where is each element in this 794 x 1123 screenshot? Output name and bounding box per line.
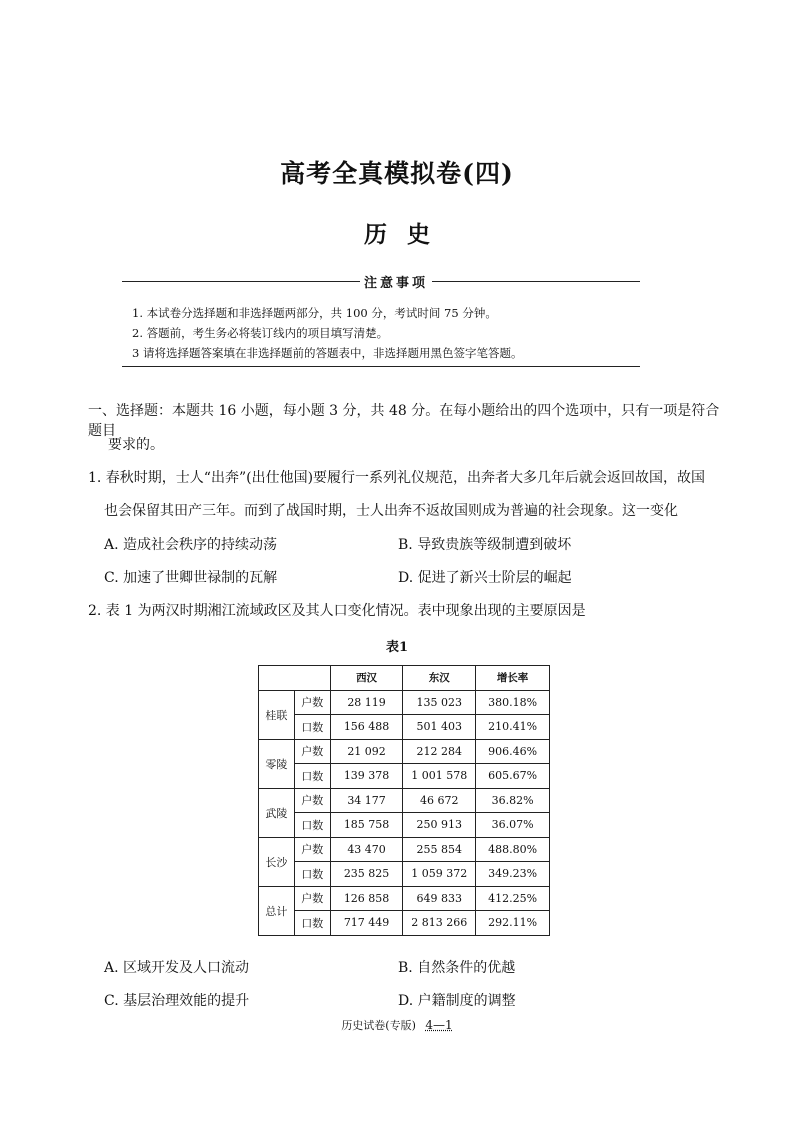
notice-item: 2. 答题前，考生务必将装订线内的项目填写清楚。 [132,326,389,340]
q1-stem-line1: 1. 春秋时期，士人“出奔”(出仕他国)要履行一系列礼仪规范，出奔者大多几年后就会返回故国，故国 [88,470,706,486]
table-caption: 表1 [385,640,409,655]
region-cell: 总计 [259,886,295,935]
type-cell: 户数 [294,886,330,911]
page-footer [0,1017,794,1033]
type-cell: 户数 [294,837,330,862]
rate-cell: 210.41% [476,715,550,740]
exam-title: 高考全真模拟卷(四) [280,159,514,188]
xihan-cell: 139 378 [330,764,403,789]
type-cell: 口数 [294,764,330,789]
rate-cell: 906.46% [476,739,550,764]
population-table [258,665,550,936]
table-row [259,715,550,740]
donghan-cell: 1 001 578 [403,764,476,789]
type-cell: 口数 [294,862,330,887]
footer-label: 历史试卷(专版) [341,1019,416,1032]
xihan-cell: 235 825 [330,862,403,887]
notice-item: 3 请将选择题答案填在非选择题前的答题表中，非选择题用黑色签字笔答题。 [132,346,523,360]
region-cell: 长沙 [259,837,295,886]
donghan-cell: 212 284 [403,739,476,764]
table-row [259,886,550,911]
notice-heading: 注意事项 [360,272,432,291]
xihan-cell: 717 449 [330,911,403,936]
rate-cell: 349.23% [476,862,550,887]
xihan-cell: 21 092 [330,739,403,764]
q2-option-b: B. 自然条件的优越 [398,960,516,976]
q1-option-c: C. 加速了世卿世禄制的瓦解 [104,570,278,586]
rate-cell: 380.18% [476,690,550,715]
xihan-cell: 156 488 [330,715,403,740]
rate-cell: 36.07% [476,813,550,838]
region-cell: 桂联 [259,690,295,739]
xihan-cell: 34 177 [330,788,403,813]
rate-cell: 292.11% [476,911,550,936]
donghan-cell: 255 854 [403,837,476,862]
q2-option-d: D. 户籍制度的调整 [398,993,516,1009]
type-cell: 户数 [294,739,330,764]
table-row [259,739,550,764]
donghan-cell: 501 403 [403,715,476,740]
header-xihan: 西汉 [330,666,403,691]
xihan-cell: 185 758 [330,813,403,838]
type-cell: 口数 [294,715,330,740]
table-row [259,911,550,936]
xihan-cell: 28 119 [330,690,403,715]
donghan-cell: 2 813 266 [403,911,476,936]
rate-cell: 605.67% [476,764,550,789]
q1-option-d: D. 促进了新兴士阶层的崛起 [398,570,572,586]
donghan-cell: 250 913 [403,813,476,838]
rate-cell: 412.25% [476,886,550,911]
region-cell: 武陵 [259,788,295,837]
subject-title: 历史 [364,221,450,248]
table-corner [259,666,331,691]
table-row [259,813,550,838]
table-header-row [259,666,550,691]
table-row [259,764,550,789]
type-cell: 口数 [294,911,330,936]
header-rate: 增长率 [476,666,550,691]
header-donghan: 东汉 [403,666,476,691]
donghan-cell: 135 023 [403,690,476,715]
q2-option-c: C. 基层治理效能的提升 [104,993,250,1009]
notice-item: 1. 本试卷分选择题和非选择题两部分，共 100 分，考试时间 75 分钟。 [132,306,497,320]
notice-box [122,276,640,367]
xihan-cell: 43 470 [330,837,403,862]
rate-cell: 36.82% [476,788,550,813]
table-row [259,788,550,813]
type-cell: 户数 [294,690,330,715]
section-heading-line2: 要求的。 [108,437,164,453]
rate-cell: 488.80% [476,837,550,862]
section-heading-line1: 一、选择题：本题共 16 小题，每小题 3 分，共 48 分。在每小题给出的四个选项中，只有一项是符合题目 [88,403,720,439]
q2-option-a: A. 区域开发及人口流动 [104,960,250,976]
type-cell: 户数 [294,788,330,813]
q1-stem-line2: 也会保留其田产三年。而到了战国时期，士人出奔不返故国则成为普遍的社会现象。这一变化 [104,503,678,519]
type-cell: 口数 [294,813,330,838]
donghan-cell: 1 059 372 [403,862,476,887]
q1-option-b: B. 导致贵族等级制遭到破坏 [398,537,572,553]
notice-bottom-rule [122,366,640,367]
table-row [259,837,550,862]
donghan-cell: 46 672 [403,788,476,813]
q1-option-a: A. 造成社会秩序的持续动荡 [104,537,278,553]
table-row [259,690,550,715]
region-cell: 零陵 [259,739,295,788]
donghan-cell: 649 833 [403,886,476,911]
xihan-cell: 126 858 [330,886,403,911]
footer-page-number: 4—1 [425,1018,453,1032]
table-row [259,862,550,887]
q2-stem: 2. 表 1 为两汉时期湘江流域政区及其人口变化情况。表中现象出现的主要原因是 [88,603,586,619]
